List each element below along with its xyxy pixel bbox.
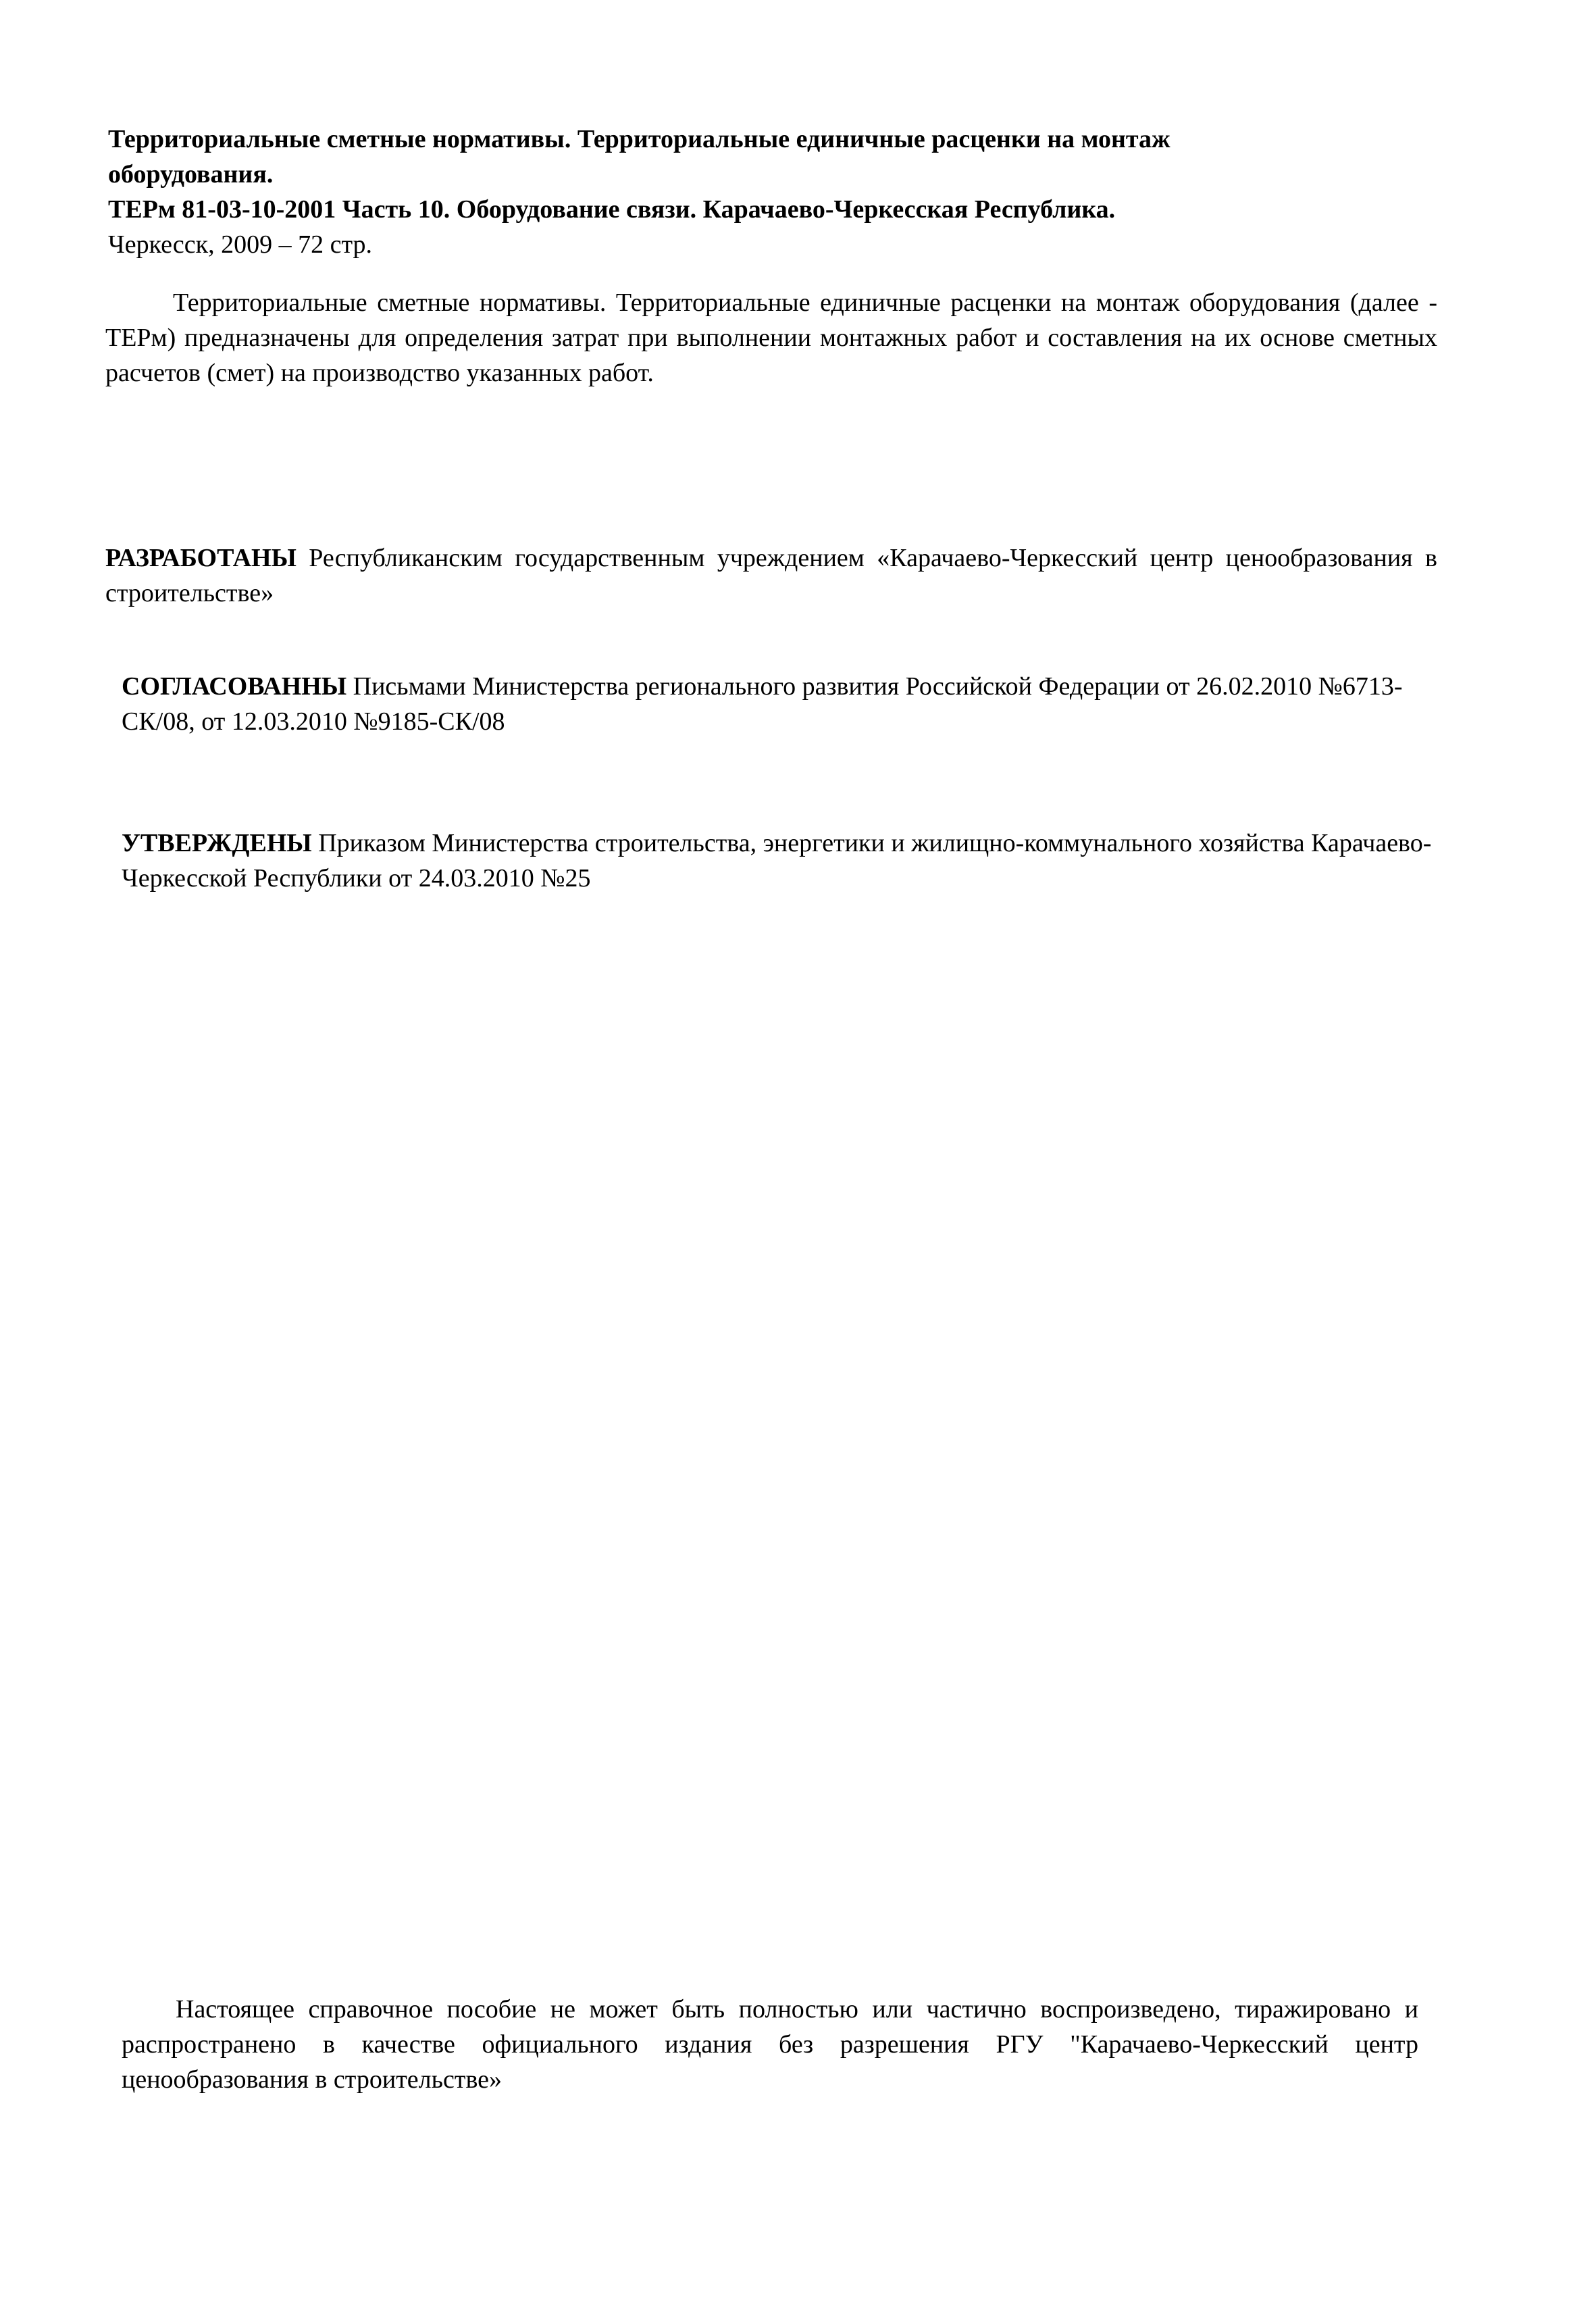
header-publication-info: Черкесск, 2009 – 72 стр. (108, 230, 373, 259)
header-title-line-2: оборудования. (108, 160, 274, 188)
developed-by-paragraph (105, 540, 1437, 611)
developed-by-label: РАЗРАБОТАНЫ (105, 544, 297, 572)
agreed-paragraph (122, 669, 1405, 739)
header-title-line-3: ТЕРм 81-03-10-2001 Часть 10. Оборудование связи. Карачаево-Черкесская Республика. (108, 195, 1116, 224)
approved-paragraph (122, 826, 1445, 896)
intro-paragraph: Территориальные сметные нормативы. Территориальные единичные расценки на монтаж оборудования (далее - ТЕРм) предназначены для определения затрат при выполнении монтажных работ и составления на их основе сметных расчетов (смет) на производство указанных работ. (105, 288, 1437, 387)
agreed-text: Письмами Министерства регионального развития Российской Федерации от 26.02.2010 №6713-СК/08, от 12.03.2010 №9185-СК/08 (122, 672, 1403, 736)
approved-text: Приказом Министерства строительства, энергетики и жилищно-коммунального хозяйства Карачаево-Черкесской Республики от 24.03.2010 №25 (122, 829, 1432, 892)
approved-label: УТВЕРЖДЕНЫ (122, 829, 312, 857)
agreed-label: СОГЛАСОВАННЫ (122, 672, 347, 701)
developed-by-text: Республиканским государственным учреждением «Карачаево-Черкесский центр ценообразования в строительстве» (105, 544, 1437, 607)
document-header (108, 122, 1445, 262)
header-title-line-1: Территориальные сметные нормативы. Территориальные единичные расценки на монтаж (108, 125, 1170, 153)
copyright-notice: Настоящее справочное пособие не может быть полностью или частично воспроизведено, тиражировано и распространено в качестве официального издания без разрешения РГУ "Карачаево-Черкесский центр ценообразования в строительстве» (122, 1995, 1418, 2094)
